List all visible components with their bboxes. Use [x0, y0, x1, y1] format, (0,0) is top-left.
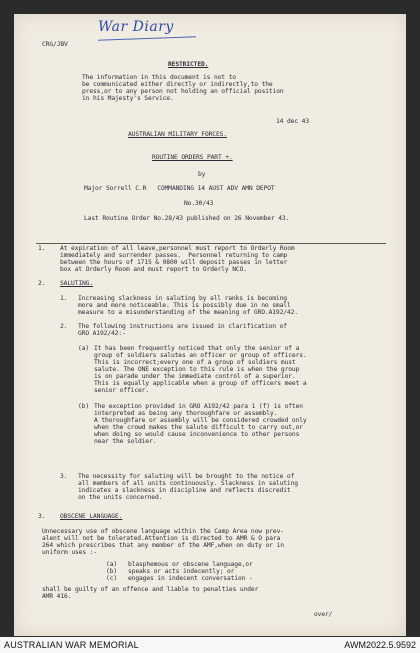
- para-line: is on parade under the immediate control of a superior.: [94, 373, 296, 380]
- by-line: by: [198, 171, 206, 178]
- para-line: The exception provided in GRO A192/42 para 1 (f) is often: [94, 403, 303, 410]
- offence-item: (b) speaks or acts indecently; or: [106, 568, 235, 575]
- warning-line: press,or to any person not holding an official position: [82, 88, 284, 95]
- para-line: measure to a misunderstanding of the meaning of GRO.A192/42.: [78, 309, 298, 316]
- clause-label: (b): [78, 403, 89, 410]
- para-line: senior officer.: [94, 387, 149, 394]
- offence-item: (a) blasphemous or obscene language,or: [106, 561, 253, 568]
- para-line: At expiration of all leave,personnel must report to Orderly Room: [60, 245, 295, 252]
- over-marker: over/: [314, 611, 333, 618]
- para-line: This is incorrect;every one of a group of soldiers must: [94, 359, 296, 366]
- para-line: box at Orderly Room and must report to Orderly NCO.: [60, 266, 247, 273]
- para-line: alent will not be tolerated.Attention is directed to AMR & O para: [42, 535, 281, 542]
- handwritten-underline: [98, 36, 196, 40]
- document-page: [14, 14, 406, 636]
- para-line: The necessity for saluting will be brought to the notice of: [78, 473, 295, 480]
- para-number: 1.: [38, 245, 46, 252]
- divider-rule: [36, 243, 386, 244]
- para-line: Unnecessary use of obscene language within the Camp Area now prev-: [42, 528, 284, 535]
- para-line: salute. The ONE exception to this rule is when the group: [94, 366, 300, 373]
- warning-line: be communicated either directly or indirectly,to the: [82, 81, 273, 88]
- para-line: on the units concerned.: [78, 494, 163, 501]
- para-line: between the hours of 1715 & 0800 will deposit passes in letter: [60, 259, 288, 266]
- para-number: 3.: [38, 513, 46, 520]
- offence-item: (c) engages in indecent conversation -: [106, 575, 253, 582]
- para-line: uniform uses :-: [42, 549, 97, 556]
- para-line: interpreted as being any thoroughfare or assembly.: [94, 410, 278, 417]
- para-line: immediately and surrender passes. Personnel returning to camp: [60, 252, 288, 259]
- order-date: 14 dec 43: [276, 118, 309, 125]
- file-reference: CRG/JBV: [42, 41, 68, 48]
- para-line: group of soldiers salutes an officer or group of officers.: [94, 352, 307, 359]
- para-line: all members of all units continuously. Slackness in saluting: [78, 480, 298, 487]
- footer-catalogue-number: AWM2022.5.9592: [344, 640, 416, 650]
- para-line: shall be guilty of an offence and liable to penalties under: [42, 586, 259, 593]
- clause-label: (a): [78, 345, 89, 352]
- section-heading-saluting: SALUTING.: [60, 280, 93, 287]
- para-line: AMR 416.: [42, 593, 72, 600]
- classification-heading: RESTRICTED.: [168, 61, 209, 68]
- commander-line: Major Sorrell C.R COMMANDING 14 AUST ADV AMN DEPOT: [84, 185, 275, 192]
- para-line: The following instructions are issued in clarification of: [78, 323, 287, 330]
- para-line: more and more noticeable. This is possibly due in no small: [78, 302, 291, 309]
- section-heading-obscene-language: OBSCENE LANGUAGE.: [60, 513, 123, 520]
- para-line: 264 which prescribes that any member of the AMF,when on duty or in: [42, 542, 284, 549]
- footer-institution: AUSTRALIAN WAR MEMORIAL: [4, 640, 139, 650]
- sub-number: 2.: [60, 323, 68, 330]
- order-number: No.30/43: [184, 200, 214, 207]
- sub-number: 3.: [60, 473, 68, 480]
- sub-number: 1.: [60, 295, 68, 302]
- para-line: GRO A192/42:-: [78, 330, 126, 337]
- para-line: indicates a slackness in discipline and reflects discredit: [78, 487, 291, 494]
- warning-line: in his Majesty's Service.: [82, 95, 174, 102]
- para-line: This is equally applicable when a group of officers meet a: [94, 380, 307, 387]
- para-line: A thoroughfare or assembly will be considered crowded only: [94, 417, 307, 424]
- para-line: near the soldier.: [94, 438, 157, 445]
- para-line: when the crowd makes the salute difficult to carry out,or: [94, 424, 303, 431]
- para-line: It has been frequently noticed that only the senior of a: [94, 345, 300, 352]
- para-line: when doing so would cause inconvenience to other persons: [94, 431, 300, 438]
- para-line: Increasing slackness in saluting by all ranks is becoming: [78, 295, 287, 302]
- para-number: 2.: [38, 280, 46, 287]
- orders-title: ROUTINE ORDERS PART +.: [152, 154, 233, 161]
- warning-line: The information in this document is not to: [82, 74, 236, 81]
- archive-footer: [0, 637, 420, 653]
- force-heading: AUSTRALIAN MILITARY FORCES.: [128, 131, 227, 138]
- handwritten-annotation: War Diary: [98, 19, 174, 35]
- last-order-line: Last Routine Order No.28/43 published on 26 November 43.: [84, 215, 290, 222]
